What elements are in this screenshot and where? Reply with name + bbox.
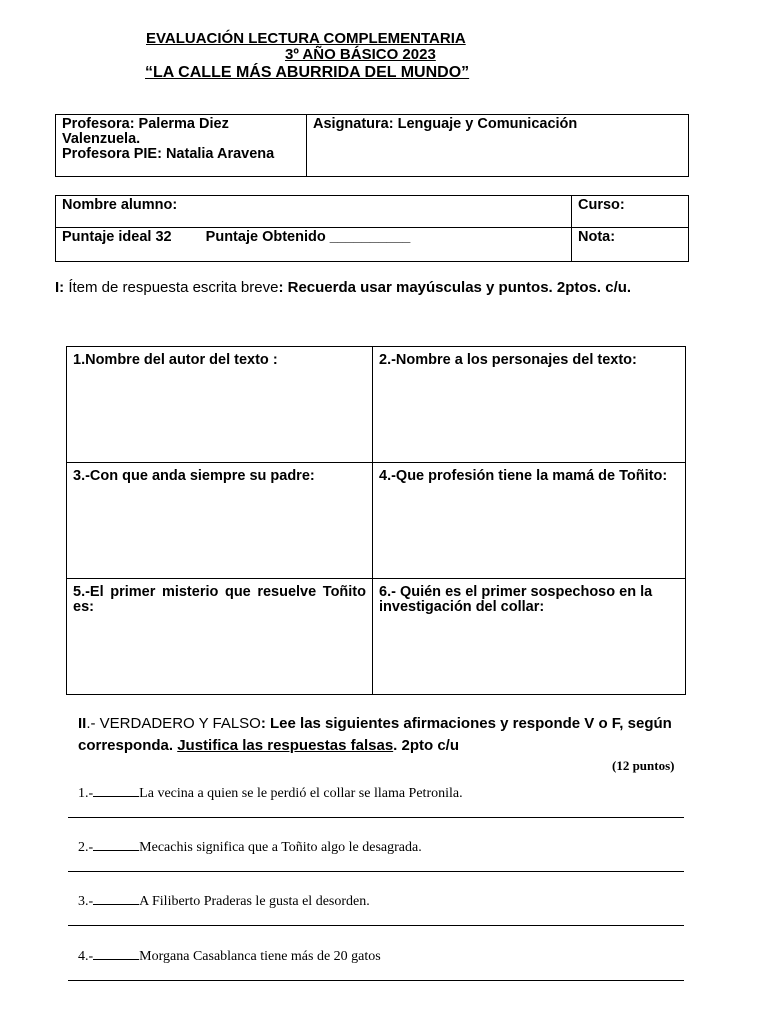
question-2[interactable]: 2.-Nombre a los personajes del texto: — [373, 347, 686, 463]
tf-item-1-answer-blank[interactable] — [93, 784, 139, 797]
pie-teacher-name: Profesora PIE: Natalia Aravena — [62, 146, 275, 162]
tf-item-4-text: Morgana Casablanca tiene más de 20 gatos — [139, 949, 381, 964]
section-1-instructions: : Recuerda usar mayúsculas y puntos. 2ptos. c/u. — [278, 279, 632, 296]
tf-item-2-number: 2.- — [78, 840, 94, 855]
section-1-heading — [55, 279, 705, 297]
tf-item-4-number: 4.- — [78, 949, 94, 964]
teacher-name: Profesora: Palerma Diez Valenzuela. — [62, 116, 229, 147]
tf-item-2-justification-line[interactable] — [68, 871, 684, 872]
question-1[interactable]: 1.Nombre del autor del texto : — [67, 347, 373, 463]
tf-item-2 — [78, 838, 422, 856]
title-line-2: 3º AÑO BÁSICO 2023 — [285, 46, 436, 63]
section-2-heading — [78, 713, 718, 757]
student-name-field[interactable]: Nombre alumno: — [56, 196, 572, 228]
title-line-1: EVALUACIÓN LECTURA COMPLEMENTARIA — [146, 30, 466, 47]
tf-item-1-justification-line[interactable] — [68, 817, 684, 818]
section-2-label: .- VERDADERO Y FALSO — [86, 715, 261, 732]
teacher-cell — [56, 115, 307, 177]
section-1-label: Ítem de respuesta escrita breve — [64, 279, 279, 296]
tf-item-1-number: 1.- — [78, 786, 94, 801]
tf-item-2-text: Mecachis significa que a Toñito algo le desagrada. — [139, 840, 422, 855]
question-5[interactable]: 5.-El primer misterio que resuelve Toñito es: — [67, 579, 373, 695]
tf-item-2-answer-blank[interactable] — [93, 838, 139, 851]
tf-item-3-number: 3.- — [78, 894, 94, 909]
tf-item-3-justification-line[interactable] — [68, 925, 684, 926]
obtained-score: Puntaje Obtenido __________ — [205, 229, 411, 245]
subject-cell: Asignatura: Lenguaje y Comunicación — [307, 115, 689, 177]
question-6[interactable]: 6.- Quién es el primer sospechoso en la investigación del collar: — [373, 579, 686, 695]
tf-item-4-justification-line[interactable] — [68, 980, 684, 981]
title-line-3: “LA CALLE MÁS ABURRIDA DEL MUNDO” — [145, 64, 470, 81]
course-field[interactable]: Curso: — [572, 196, 689, 228]
section-1-roman: I: — [55, 279, 65, 296]
section-2-roman: II — [78, 715, 87, 732]
section-2-emphasis: Justifica las respuestas falsas — [177, 737, 394, 754]
tf-item-4-answer-blank[interactable] — [93, 947, 139, 960]
tf-item-3-text: A Filiberto Praderas le gusta el desorden. — [139, 894, 370, 909]
tf-item-4 — [78, 947, 381, 965]
section-2-points: . 2pto c/u — [393, 737, 460, 754]
ideal-score: Puntaje ideal 32 — [62, 229, 172, 245]
student-info-table — [55, 195, 689, 262]
score-cell[interactable] — [56, 228, 572, 262]
teacher-info-table — [55, 114, 689, 177]
question-3[interactable]: 3.-Con que anda siempre su padre: — [67, 463, 373, 579]
grade-field[interactable]: Nota: — [572, 228, 689, 262]
section-2-total-points: (12 puntos) — [612, 758, 675, 773]
section-2-instructions: : Lee las siguientes afirmaciones y responde V o F, según corresponda. — [78, 715, 672, 754]
tf-item-3-answer-blank[interactable] — [93, 892, 139, 905]
question-4[interactable]: 4.-Que profesión tiene la mamá de Toñito: — [373, 463, 686, 579]
tf-item-1 — [78, 784, 463, 802]
tf-item-1-text: La vecina a quien se le perdió el collar se llama Petronila. — [139, 786, 463, 801]
tf-item-3 — [78, 892, 370, 910]
short-answer-table — [66, 346, 686, 695]
